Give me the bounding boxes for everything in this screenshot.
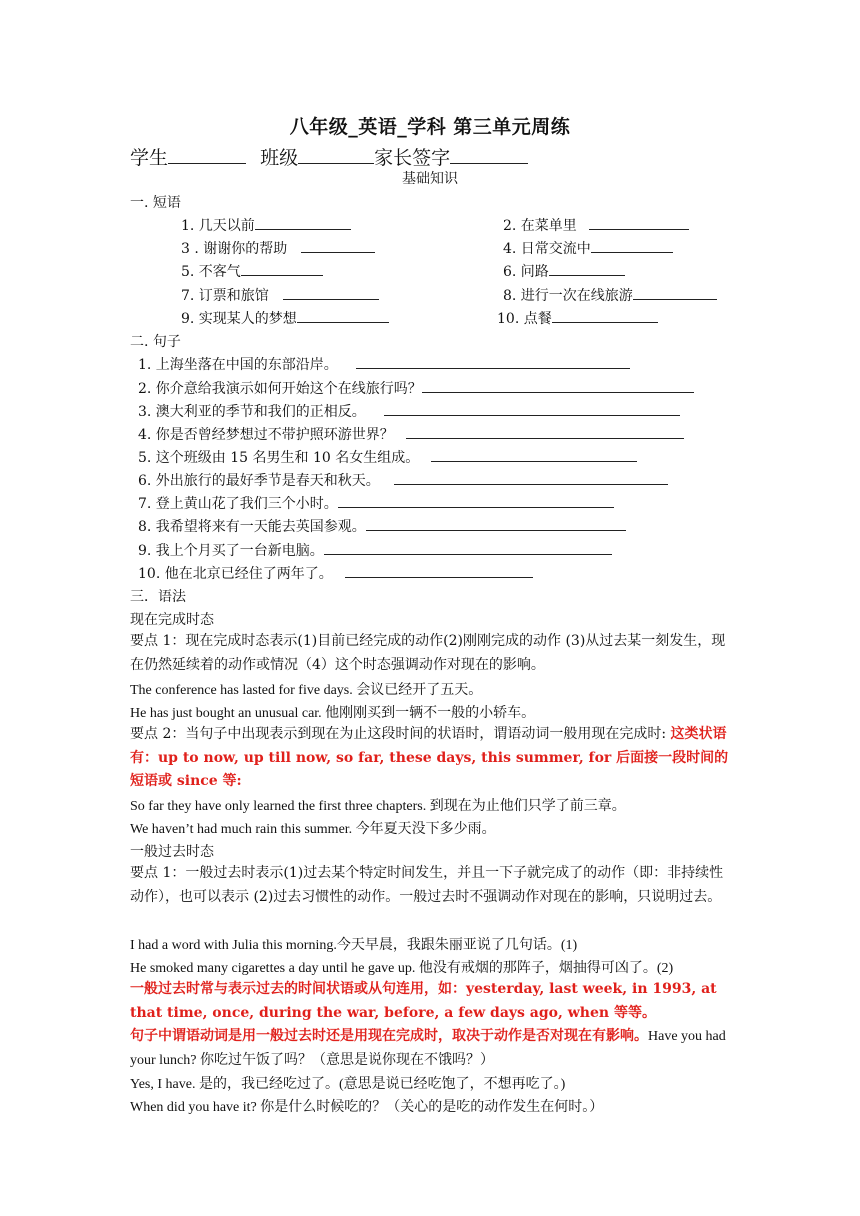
sentence-item — [138, 540, 612, 560]
phrase-answer-blank[interactable] — [552, 308, 658, 323]
class-blank[interactable] — [298, 149, 374, 164]
sentence-item — [138, 401, 680, 421]
sp-point1: 要点 1：一般过去时表示(1)过去某个特定时间发生，并且一下子就完成了的动作（即：非持续性动作），也可以表示 (2)过去习惯性的动作。一般过去时不强调动作对现在的影响，只说明过去。 — [130, 865, 724, 905]
section2-heading: 二. 句子 — [130, 334, 181, 350]
page-title: 八年级_英语_学科 第三单元周练 — [289, 116, 571, 138]
phrase-answer-blank[interactable] — [549, 261, 625, 276]
pp-point1: 要点 1：现在完成时态表示(1)目前已经完成的动作(2)刚刚完成的动作 (3)从过去某一刻发生，现在仍然延续着的动作或情况（4）这个时态强调动作对现在的影响。 — [130, 633, 726, 673]
phrase-label: 10. 点餐 — [497, 311, 552, 327]
phrase-answer-blank[interactable] — [301, 238, 375, 253]
sentence-text: 9. 我上个月买了一台新电脑。 — [138, 543, 324, 559]
pp-example1: The conference has lasted for five days. 会议已经开了五天。 — [130, 683, 483, 698]
sentence-text: 10. 他在北京已经住了两年了。 — [138, 566, 333, 582]
pp-point2-text: 要点 2：当句子中出现表示到现在为止这段时间的状语时，谓语动词一般用现在完成时: — [130, 726, 671, 742]
phrase-label: 1. 几天以前 — [181, 218, 255, 234]
sentence-item — [138, 378, 694, 398]
sentence-text: 3. 澳大利亚的季节和我们的正相反。 — [138, 404, 366, 420]
phrase-answer-blank[interactable] — [589, 215, 689, 230]
phrase-label: 2. 在菜单里 — [503, 218, 577, 234]
sentence-text: 1. 上海坐落在中国的东部沿岸。 — [138, 357, 338, 373]
parent-signature-blank[interactable] — [450, 149, 528, 164]
phrase-label: 3 . 谢谢你的帮助 — [181, 241, 288, 257]
sentence-item — [138, 447, 637, 467]
sp-highlight2-text: 句子中谓语动词是用一般过去时还是用现在完成时，取决于动作是否对现在有影响。 — [130, 1028, 648, 1044]
sp-highlight2 — [130, 1025, 736, 1072]
sentence-answer-blank[interactable] — [324, 540, 612, 555]
phrase-item — [181, 261, 323, 281]
pp-example2: He has just bought an unusual car. 他刚刚买到一辆不一般的小轿车。 — [130, 706, 536, 721]
phrase-item — [503, 215, 689, 235]
sentence-text: 7. 登上黄山花了我们三个小时。 — [138, 496, 338, 512]
sentence-item — [138, 516, 626, 536]
phrase-item — [503, 238, 673, 258]
sp-example3: Yes, I have. 是的，我已经吃过了。(意思是说已经吃饱了，不想再吃了。) — [130, 1077, 566, 1092]
class-label: 班级 — [260, 147, 299, 169]
phrase-item — [503, 285, 717, 305]
student-blank[interactable] — [168, 149, 246, 164]
phrase-answer-blank[interactable] — [633, 285, 717, 300]
phrase-label: 9. 实现某人的梦想 — [181, 311, 297, 327]
section1-heading: 一. 短语 — [130, 195, 181, 211]
phrase-label: 8. 进行一次在线旅游 — [503, 288, 633, 304]
sp-example1: I had a word with Julia this morning.今天早晨，我跟朱丽亚说了几句话。(1) — [130, 938, 578, 953]
sentence-answer-blank[interactable] — [345, 563, 533, 578]
phrase-item — [497, 308, 658, 328]
phrase-answer-blank[interactable] — [241, 261, 323, 276]
present-perfect-heading: 现在完成时态 — [130, 612, 214, 628]
sentence-text: 4. 你是否曾经梦想过不带护照环游世界？ — [138, 427, 394, 443]
pp-example4: We haven’t had much rain this summer. 今年夏天没下多少雨。 — [130, 822, 496, 837]
student-label: 学生 — [130, 147, 169, 169]
sentence-answer-blank[interactable] — [422, 378, 694, 393]
section3-heading: 三．语法 — [130, 589, 186, 605]
pp-point2-highlight: 这类状语有：up to now, up till now, so far, these days, this summer, for 后面接一段时间的短语或 since 等: — [130, 726, 729, 789]
sentence-answer-blank[interactable] — [394, 470, 668, 485]
phrase-item — [181, 308, 389, 328]
pp-example3: So far they have only learned the first three chapters. 到现在为止他们只学了前三章。 — [130, 799, 626, 814]
sentence-item — [138, 470, 668, 490]
phrase-label: 5. 不客气 — [181, 264, 241, 280]
sentence-text: 8. 我希望将来有一天能去英国参观。 — [138, 519, 366, 535]
section-subtitle: 基础知识 — [402, 171, 458, 187]
phrase-item — [181, 238, 375, 258]
sentence-answer-blank[interactable] — [384, 401, 680, 416]
sentence-item — [138, 493, 614, 513]
sentence-answer-blank[interactable] — [406, 424, 684, 439]
sentence-text: 2. 你介意给我演示如何开始这个在线旅行吗？ — [138, 381, 422, 397]
phrase-item — [181, 215, 351, 235]
phrase-answer-blank[interactable] — [297, 308, 389, 323]
sp-highlight1: 一般过去时常与表示过去的时间状语或从句连用，如：yesterday, last week, in 1993, at that time, once, during the war, before, a few days ago, when 等等。 — [130, 981, 717, 1021]
sentence-text: 5. 这个班级由 15 名男生和 10 名女生组成。 — [138, 450, 420, 466]
sentence-answer-blank[interactable] — [431, 447, 637, 462]
simple-past-heading: 一般过去时态 — [130, 844, 214, 860]
parent-label: 家长签字 — [374, 147, 451, 169]
sentence-answer-blank[interactable] — [366, 516, 626, 531]
sentence-item — [138, 354, 630, 374]
phrase-label: 6. 问路 — [503, 264, 549, 280]
phrase-item — [181, 285, 379, 305]
phrase-label: 7. 订票和旅馆 — [181, 288, 269, 304]
phrase-answer-blank[interactable] — [255, 215, 351, 230]
sentence-text: 6. 外出旅行的最好季节是春天和秋天。 — [138, 473, 380, 489]
phrase-item — [503, 261, 625, 281]
sp-example2: He smoked many cigarettes a day until he gave up. 他没有戒烟的那阵子，烟抽得可凶了。(2) — [130, 961, 674, 976]
sentence-answer-blank[interactable] — [338, 493, 614, 508]
phrase-label: 4. 日常交流中 — [503, 241, 591, 257]
student-info-line — [130, 143, 528, 170]
sp-example4: When did you have it? 你是什么时候吃的？（关心的是吃的动作发生在何时。） — [130, 1100, 604, 1115]
sentence-answer-blank[interactable] — [356, 354, 630, 369]
pp-point2 — [130, 723, 736, 794]
sentence-item — [138, 424, 684, 444]
phrase-answer-blank[interactable] — [591, 238, 673, 253]
phrase-answer-blank[interactable] — [283, 285, 379, 300]
sentence-item — [138, 563, 533, 583]
sp-example-have-lunch: Have you had your lunch? 你吃过午饭了吗？（意思是说你现在不饿吗？） — [130, 1029, 726, 1068]
